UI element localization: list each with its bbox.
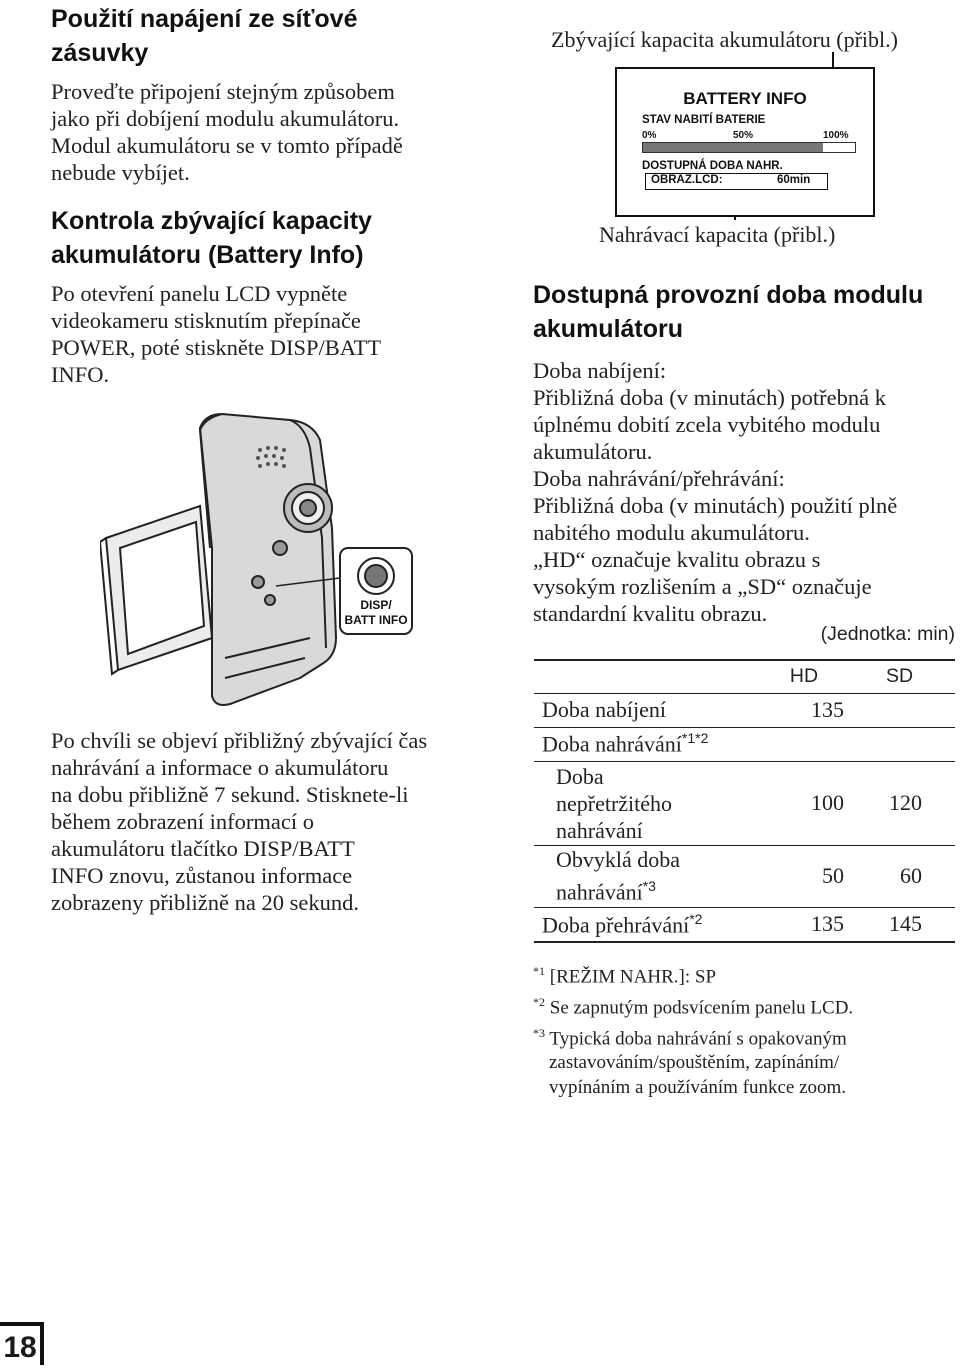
col-sd-header: SD: [885, 665, 914, 688]
section-battery-check: [51, 204, 491, 388]
cell-hd: 100: [811, 790, 844, 815]
paragraph-line: nabitého modulu akumulátoru.: [533, 520, 810, 545]
camcorder-illustration: [100, 408, 430, 708]
cell-hd: 135: [811, 911, 844, 937]
cell-sd: 60: [900, 863, 922, 888]
battery-level-fill: [643, 143, 823, 152]
callout-label: BATT INFO: [344, 613, 408, 627]
paragraph-line: nebude vybíjet.: [51, 160, 190, 185]
row-label-line: Obvyklá doba: [556, 847, 681, 873]
row-label: [534, 727, 764, 761]
footnote-mark: *3: [533, 1025, 545, 1040]
row-label-line: nahrávání: [556, 817, 643, 843]
paragraph-line: Po chvíli se objeví přibližný zbývající čas: [51, 728, 428, 753]
table-row: [534, 907, 955, 941]
lcd-label: OBRAZ.LCD:: [651, 174, 723, 186]
page-number: 18: [0, 1322, 44, 1365]
table-row: [534, 727, 955, 761]
paragraph-line: na dobu přibližně 7 sekund. Stisknete-li: [51, 782, 409, 807]
table-header-row: [534, 661, 955, 693]
table-row: [534, 845, 955, 907]
footnote-ref: *3: [642, 878, 656, 895]
row-label-text: Doba nahrávání: [542, 731, 682, 757]
paragraph-line: INFO.: [51, 362, 110, 387]
footnote-ref: *2: [689, 910, 703, 927]
scale-50: 50%: [733, 130, 754, 141]
footnote-text: Se zapnutým podsvícením panelu LCD.: [549, 997, 854, 1019]
cell-sd: 120: [889, 790, 922, 815]
unit-label: (Jednotka: min): [820, 623, 955, 645]
available-time-label: DOSTUPNÁ DOBA NAHR.: [642, 160, 783, 172]
battery-status-label: STAV NABITÍ BATERIE: [642, 114, 766, 126]
row-label: [534, 907, 764, 941]
paragraph-line: akumulátoru.: [533, 439, 653, 464]
paragraph-line: standardní kvalitu obrazu.: [533, 601, 768, 626]
row-label-text: Doba přehrávání: [542, 911, 690, 937]
battery-info-title: BATTERY INFO: [683, 89, 807, 108]
heading-line: akumulátoru (Battery Info): [51, 241, 364, 269]
paragraph-line: akumulátoru tlačítko DISP/BATT: [51, 836, 355, 861]
section-heading: [51, 204, 491, 272]
heading-line: zásuvky: [51, 39, 149, 67]
scale-0: 0%: [642, 130, 657, 141]
paragraph-line: Modul akumulátoru se v tomto případě: [51, 133, 403, 158]
paragraph-line: videokameru stisknutím přepínače: [51, 308, 361, 333]
footnote-3: [533, 1021, 958, 1052]
footnote-3-cont: zastavováním/spouštěním, zapínáním/: [549, 1052, 840, 1074]
heading-line: Dostupná provozní doba modulu: [533, 281, 924, 309]
row-label: [534, 845, 764, 907]
row-label-line: Doba: [556, 763, 604, 789]
footnotes: [533, 959, 958, 1100]
paragraph-line: nahrávání a informace o akumulátoru: [51, 755, 389, 780]
paragraph-line: úplnému dobití zcela vybitého modulu: [533, 412, 881, 437]
scale-100: 100%: [823, 130, 849, 141]
cell-sd: 145: [889, 911, 922, 937]
table-row: [534, 693, 955, 727]
footnote-1: [533, 959, 958, 990]
heading-line: Použití napájení ze síťové: [51, 5, 358, 33]
paragraph-line: Doba nabíjení:: [533, 358, 667, 383]
paragraph-line: vysokým rozlišením a „SD“ označuje: [533, 574, 872, 599]
battery-level-bar: [642, 142, 856, 153]
footnote-3-cont: vypínáním a používáním funkce zoom.: [549, 1076, 847, 1098]
paragraph-line: Přibližná doba (v minutách) potřebná k: [533, 385, 887, 410]
footnote-2: [533, 990, 958, 1021]
paragraph-line: „HD“ označuje kvalitu obrazu s: [533, 547, 821, 572]
heading-line: Kontrola zbývající kapacity: [51, 207, 372, 235]
paragraph-line: Přibližná doba (v minutách) použití plně: [533, 493, 898, 518]
caption-recording-capacity: Nahrávací kapacita (přibl.): [599, 222, 836, 247]
footnote-text: Typická doba nahrávání s opakovaným: [549, 1027, 847, 1049]
heading-line: akumulátoru: [533, 315, 684, 343]
row-label: Doba nabíjení: [542, 697, 667, 722]
row-label-line: nahrávání: [556, 879, 643, 905]
cell-hd: 135: [811, 697, 844, 722]
paragraph-line: INFO znovu, zůstanou informace: [51, 863, 353, 888]
section-heading: [533, 278, 958, 346]
cell-hd: 50: [822, 863, 844, 888]
paragraph-line: zobrazeny přibližně na 20 sekund.: [51, 890, 360, 915]
paragraph-line: Proveďte připojení stejným způsobem: [51, 79, 395, 104]
section-heading: [51, 2, 491, 70]
row-label-line: nepřetržitého: [556, 790, 673, 816]
paragraph-line: během zobrazení informací o: [51, 809, 315, 834]
paragraph-line: Po otevření panelu LCD vypněte: [51, 281, 348, 306]
operating-time-table: [534, 659, 955, 943]
row-label: [534, 761, 764, 845]
caption-remaining-capacity: Zbývající kapacita akumulátoru (přibl.): [551, 27, 898, 52]
section-ac-power: [51, 2, 491, 186]
footnote-text: [REŽIM NAHR.]: SP: [549, 966, 717, 988]
paragraph-line: POWER, poté stiskněte DISP/BATT: [51, 335, 381, 360]
after-paragraph: [51, 727, 491, 916]
paragraph-line: jako při dobíjení modulu akumulátoru.: [51, 106, 400, 131]
table-row: [534, 761, 955, 845]
lcd-value: 60min: [777, 174, 811, 186]
battery-info-screen: [615, 67, 875, 217]
callout-label: DISP/: [360, 598, 392, 612]
col-hd-header: HD: [789, 665, 819, 688]
paragraph-line: Doba nahrávání/přehrávání:: [533, 466, 785, 491]
footnote-mark: *1: [533, 964, 545, 978]
footnote-mark: *2: [533, 994, 545, 1009]
section-operating-time: [533, 278, 958, 627]
footnote-ref: *1*2: [681, 730, 709, 747]
